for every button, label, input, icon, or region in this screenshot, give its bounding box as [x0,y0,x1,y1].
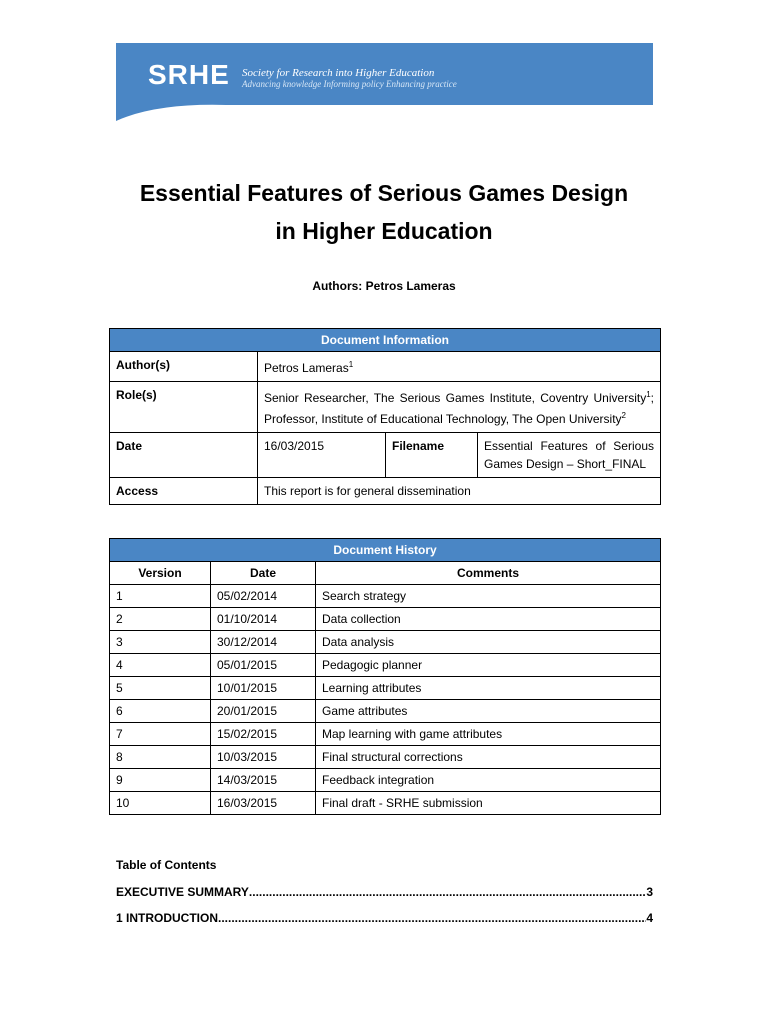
table-row [110,746,661,769]
toc-entry-executive-summary[interactable] [116,885,653,899]
role-part-2: ; Professor, Institute of Educational Technology, The Open University [264,391,654,426]
society-tagline: Advancing knowledge Informing policy Enhancing practice [242,79,457,89]
access-value: This report is for general dissemination [258,478,661,505]
version-cell: 1 [110,585,211,608]
date-cell: 01/10/2014 [211,608,316,631]
document-information-header: Document Information [110,329,661,352]
comment-cell: Data collection [316,608,661,631]
toc-entry-page: 3 [646,885,653,899]
date-cell: 05/01/2015 [211,654,316,677]
version-cell: 4 [110,654,211,677]
toc-heading: Table of Contents [116,858,217,872]
document-information-table [109,328,661,505]
version-cell: 10 [110,792,211,815]
access-label: Access [110,478,258,505]
version-cell: 3 [110,631,211,654]
version-cell: 9 [110,769,211,792]
date-cell: 14/03/2015 [211,769,316,792]
table-row [110,631,661,654]
role-part-1: Senior Researcher, The Serious Games Institute, Coventry University [264,391,647,405]
version-cell: 8 [110,746,211,769]
author-label: Author(s) [110,352,258,382]
table-row [110,792,661,815]
date-label: Date [110,433,258,478]
document-title [100,174,668,250]
table-row [110,723,661,746]
document-history-header: Document History [110,539,661,562]
column-header-comments: Comments [316,562,661,585]
author-name: Petros Lameras [264,361,349,375]
title-line-1: Essential Features of Serious Games Design [139,180,629,206]
toc-entry-page: 4 [646,911,653,925]
comment-cell: Learning attributes [316,677,661,700]
date-cell: 30/12/2014 [211,631,316,654]
date-value: 16/03/2015 [258,433,386,478]
author-value [258,352,661,382]
comment-cell: Final draft - SRHE submission [316,792,661,815]
comment-cell: Search strategy [316,585,661,608]
comment-cell: Feedback integration [316,769,661,792]
table-row [110,677,661,700]
version-cell: 5 [110,677,211,700]
toc-entry-introduction[interactable] [116,911,653,925]
role-sup-1: 1 [646,390,651,399]
table-row [110,654,661,677]
comment-cell: Map learning with game attributes [316,723,661,746]
toc-leader-dots [249,885,646,899]
role-sup-2: 2 [621,411,626,420]
filename-value: Essential Features of Serious Games Design – Short_FINAL [478,433,661,478]
comment-cell: Data analysis [316,631,661,654]
toc-leader-dots [218,911,646,925]
date-cell: 10/03/2015 [211,746,316,769]
date-cell: 05/02/2014 [211,585,316,608]
date-cell: 15/02/2015 [211,723,316,746]
date-cell: 16/03/2015 [211,792,316,815]
srhe-banner [116,43,653,139]
table-row [110,769,661,792]
role-label: Role(s) [110,382,258,433]
toc-entry-title: EXECUTIVE SUMMARY [116,885,249,899]
version-cell: 6 [110,700,211,723]
table-row [110,608,661,631]
filename-label: Filename [386,433,478,478]
authors-line: Authors: Petros Lameras [312,279,456,293]
date-cell: 10/01/2015 [211,677,316,700]
table-row [110,585,661,608]
comment-cell: Game attributes [316,700,661,723]
document-history-table [109,538,661,815]
table-row [110,700,661,723]
version-cell: 7 [110,723,211,746]
comment-cell: Pedagogic planner [316,654,661,677]
version-cell: 2 [110,608,211,631]
banner-curve-shape [116,43,653,139]
date-cell: 20/01/2015 [211,700,316,723]
srhe-logo: SRHE [148,59,230,90]
title-line-2: in Higher Education [275,218,493,244]
society-name: Society for Research into Higher Education [242,67,435,79]
column-header-date: Date [211,562,316,585]
comment-cell: Final structural corrections [316,746,661,769]
role-value [258,382,661,433]
author-sup: 1 [348,360,354,369]
toc-entry-title: 1 INTRODUCTION [116,911,218,925]
column-header-version: Version [110,562,211,585]
